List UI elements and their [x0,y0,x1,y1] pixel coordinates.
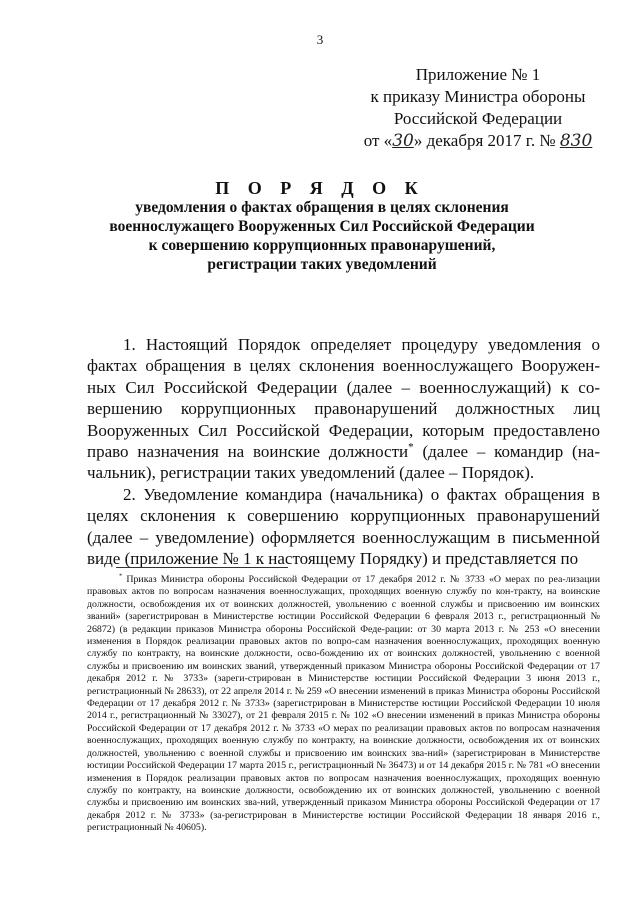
footnote-text: Приказ Министра обороны Российской Федерации от 17 декабря 2012 г. № 3733 «О мерах по реа-лизации правовых актов по вопросам назначения военнослужащих, проходящих военную службу по кон-тракту, на воинские должности, освобождения их от воинских должностей, увольнению с военной службы и присвоению им воинских званий» (зарегистрирован в Министерстве юстиции Российской Федерации 6 февраля 2013 г., регистрационный № 26872) (в редакции приказов Министра обороны Российской Феде-рации: от 30 марта 2013 г. № 253 «О внесении изменения в Порядок реализации правовых актов по вопро-сам назначения военнослужащих, проходящих военную службу по контракту, на воинские должности, осво-бождению их от воинских должностей, увольнению с военной службы и присвоению им воинских званий, утвержденный приказом Министра обороны Российской Федерации от 17 декабря 2012 г. № 3733» (зареги-стрирован в Министерстве юстиции Российской Федерации 3 июня 2013 г., регистрационный № 28633), от 22 апреля 2014 г. № 259 «О внесении изменений в приказ Министра обороны Российской Федерации от 17 декабря 2012 г. № 3733» (зарегистрирован в Министерстве юстиции Российской Федерации 10 июля 2014 г., регистрационный № 33027), от 21 февраля 2015 г. № 102 «О внесении изменений в приказ Министра обороны Российской Федерации от 17 декабря 2012 г. № 3733 «О мерах по реализации правовых актов по вопросам назначения военнослужащих, проходящих военную службу по контракту, на воинские должности, освобождения их от воинских должностей, увольнению с военной службы и присвоению им воинских зва-ний» (зарегистрирован в Министерстве юстиции Российской Федерации 17 марта 2015 г., регистрационный № 36473) и от 14 декабря 2015 г. № 781 «О внесении изменения в Порядок реализации правовых актов по вопросам назначения военнослужащих, проходящих военную службу по контракту, на воинские должности, освобождению их от воинских должностей, увольнению с военной службы и присвоению им воинских зва-ний, утвержденный приказом Министра обороны Российской Федерации от 17 декабря 2012 г. № 3733» (за-регистрирован в Министерстве юстиции Российской Федерации 18 января 2016 г., регистрационный № 40605). [87,574,600,834]
page-number: 3 [316,32,324,47]
paragraph-1-tail: (далее – командир (на-чальник), регистрации таких уведомлений (далее – Порядок). [87,442,600,483]
appendix-title: Приложение № 1 [415,65,541,84]
document-subtitle [80,198,564,274]
footnote-mark: * [408,441,414,454]
appendix-header [358,64,598,152]
appendix-date-line [358,130,598,152]
paragraph-2: 2. Уведомление командира (начальника) о фактах обращения в целях склонения к совершению коррупционных правонарушений (далее – уведомление) оформляется военнослужащим в письменной виде (приложение № 1 к настоящему Порядку) и представляется по [87,484,600,569]
appendix-country: Российской Федерации [393,109,563,128]
handwritten-day: 30 [392,131,414,151]
document-title: П О Р Я Д О К [215,178,425,198]
footnote-separator [116,567,288,568]
date-mid: » декабря 2017 г. № [413,131,560,150]
subtitle-line: регистрации таких уведомлений [207,256,437,273]
footnote [87,574,600,835]
handwritten-number: 830 [559,131,593,151]
footnote-mark: * [119,572,123,580]
document-body [87,334,600,569]
paragraph-1 [87,334,600,484]
paragraph-1-text: 1. Настоящий Порядок определяет процедуру уведомления о фактах обращения в целях склонения военнослужащего Вооружен-ных Сил Российской Федерации (далее – военнослужащий) к со-вершению коррупционных правонарушений должностных лиц Вооруженных Сил Российской Федерации, которым предоставлено право назначения на воинские должности [87,335,600,462]
subtitle-line: уведомления о фактах обращения в целях склонения [135,199,509,216]
appendix-order-ref: к приказу Министра обороны [370,87,586,106]
date-prefix: от « [363,131,393,150]
footnote-paragraph [87,574,600,835]
subtitle-line: военнослужащего Вооруженных Сил Российской Федерации [109,218,535,235]
subtitle-line: к совершению коррупционных правонарушений, [148,237,496,254]
